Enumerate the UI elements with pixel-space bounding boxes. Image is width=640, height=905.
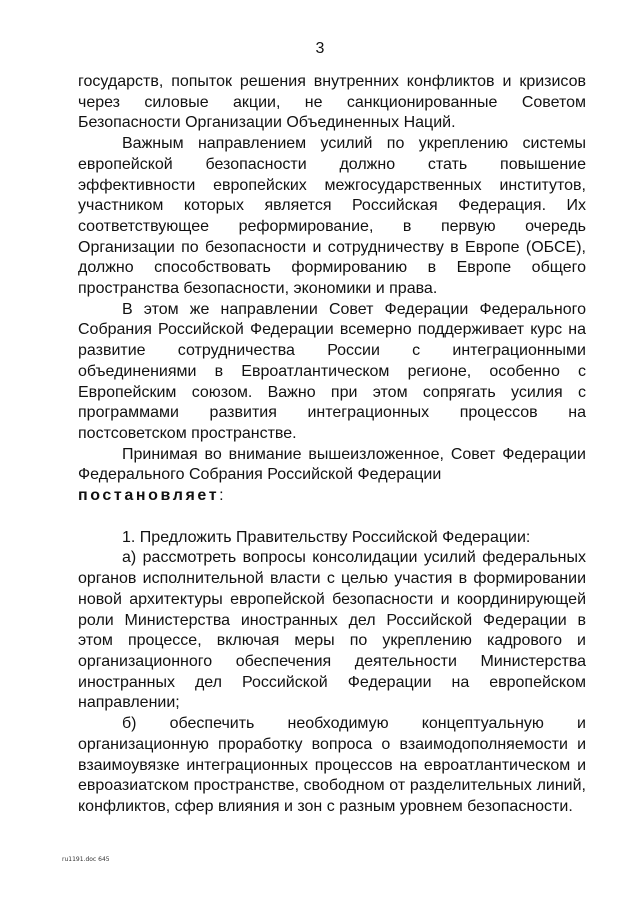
resolves-line [78,486,586,507]
document-body [78,72,586,818]
document-footer: ru1191.doc 645 [62,856,110,863]
spacer [78,507,586,528]
item-1: 1. Предложить Правительству Российской Федерации: [122,528,531,546]
item-1a: а) рассмотреть вопросы консолидации усилий федеральных органов исполнительной власти с целью участия в формировании новой архитектуры европейской безопасности и координирующей роли Министерства иностранных дел Российской Федерации в этом процессе, включая меры по укреплению кадрового и организационного обеспечения деятельности Министерства иностранных дел Российской Федерации на европейском направлении; [78,549,586,712]
resolves-word: постановляет [78,487,220,505]
paragraph-4: Принимая во внимание вышеизложенное, Совет Федерации Федерального Собрания Российской Федерации [78,445,586,484]
page-number: 3 [315,40,325,57]
paragraph-3: В этом же направлении Совет Федерации Федерального Собрания Российской Федерации всемерно поддерживает курс на развитие сотрудничества России с интеграционными объединениями в Евроатлантическом регионе, особенно с Европейским союзом. Важно при этом сопрягать усилия с программами развития интеграционных процессов на постсоветском пространстве. [78,300,586,442]
paragraph-1: государств, попыток решения внутренних конфликтов и кризисов через силовые акции, не санкционированные Советом Безопасности Организации Объединенных Наций. [78,73,586,132]
paragraph-2: Важным направлением усилий по укреплению системы европейской безопасности должно стать повышение эффективности европейских межгосударственных институтов, участником которых является Российская Федерация. Их соответствующее реформирование, в первую очередь Организации по безопасности и сотрудничеству в Европе (ОБСЕ), должно способствовать формированию в Европе общего пространства безопасности, экономики и права. [78,135,586,298]
item-1b: б) обеспечить необходимую концептуальную и организационную проработку вопроса о взаимодополняемости и взаимоувязке интеграционных процессов на евроатлантическом и евроазиатском пространстве, свободном от разделительных линий, конфликтов, сфер влияния и зон с разным уровнем безопасности. [78,715,586,815]
resolves-colon: : [219,487,224,505]
